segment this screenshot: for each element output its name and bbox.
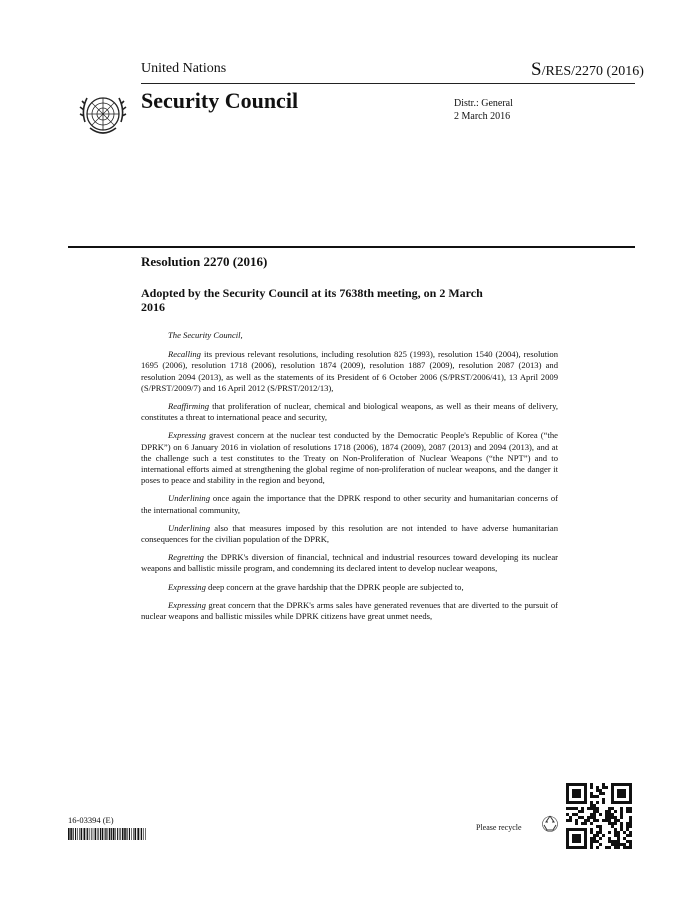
preamble-paragraph [141, 600, 558, 622]
paragraph-lead: Underlining [168, 522, 211, 533]
preamble-paragraph [141, 552, 558, 574]
council-name: Security Council [141, 88, 299, 113]
organization-name: United Nations [141, 61, 227, 76]
paragraph-text: the DPRK's diversion of financial, technical and industrial resources toward developing its nuclear weapons and ballistic missile program, and condemning its declared intent to develop nuclear weapons, [141, 552, 558, 574]
preamble-paragraph [141, 430, 558, 486]
document-number: 16-03394 (E) [68, 815, 114, 825]
recycle-label: Please recycle [476, 823, 522, 832]
symbol-rest: /RES/2270 (2016) [541, 64, 644, 79]
resolution-title: Resolution 2270 (2016) [141, 254, 268, 269]
paragraph-lead: Expressing [168, 581, 206, 592]
preamble-paragraph [141, 523, 558, 545]
recycle-icon [540, 813, 560, 833]
paragraph-text: its previous relevant resolutions, including resolution 825 (1993), resolution 1540 (2004), resolution 1695 (2006), resolution 1718 (2006), resolution 1874 (2009), resolution 1887 (2009), resolution 2087 (2013) and resolution 2094 (2013), as well as the statements of its President of 6 October 2006 (S/PRST/2006/41), 13 April 2009 (S/PRST/2009/7) and 16 April 2012 (S/PRST/2012/13), [141, 349, 558, 393]
resolution-body [141, 330, 558, 629]
issue-date: 2 March 2016 [454, 111, 511, 122]
preamble-paragraph [141, 349, 558, 394]
paragraph-text: that proliferation of nuclear, chemical and biological weapons, as well as their means of delivery, constitutes a threat to international peace and security, [141, 401, 558, 423]
paragraph-lead: Underlining [168, 493, 211, 504]
paragraph-lead: Expressing [168, 430, 206, 441]
un-emblem-icon [76, 88, 130, 142]
distribution: Distr.: General [454, 98, 513, 109]
symbol-prefix: S [531, 59, 542, 80]
barcode-icon [68, 828, 146, 840]
paragraph-lead: Expressing [168, 599, 206, 610]
paragraph-text: gravest concern at the nuclear test conducted by the Democratic People's Republic of Korea (“the DPRK”) on 6 January 2016 in violation of resolutions 1718 (2006), 1874 (2009), 2087 (2013) and 2094 (2013), and at the challenge such a test constitutes to the Treaty on Non-Proliferation of Nuclear Weapons (“the NPT”) and to international efforts aimed at strengthening the global regime of non-proliferation of nuclear weapons, and the danger it poses to peace and stability in the region and beyond, [141, 430, 558, 486]
distribution-block [454, 97, 513, 123]
paragraph-lead: Reaffirming [168, 401, 210, 412]
opening-text: The Security Council, [168, 330, 243, 340]
title-divider [68, 246, 635, 248]
opening-line [141, 330, 558, 341]
paragraph-lead: Recalling [168, 349, 201, 360]
qr-code-icon [566, 783, 632, 849]
paragraph-text: also that measures imposed by this resolution are not intended to have adverse humanitarian consequences for the civilian population of the DPRK, [141, 522, 558, 545]
paragraph-text: great concern that the DPRK's arms sales have generated revenues that are diverted to the pursuit of nuclear weapons and ballistic missiles while DPRK citizens have great unmet needs, [141, 599, 558, 622]
preamble-paragraph [141, 582, 558, 593]
preamble-paragraph [141, 401, 558, 423]
paragraph-lead: Regretting [168, 552, 204, 563]
document-symbol [531, 59, 644, 81]
paragraph-text: once again the importance that the DPRK respond to other security and humanitarian concerns of the international community, [141, 493, 558, 515]
header-divider [141, 83, 635, 84]
paragraph-text: deep concern at the grave hardship that the DPRK people are subjected to, [205, 581, 464, 592]
adoption-statement: Adopted by the Security Council at its 7638th meeting, on 2 March 2016 [141, 286, 483, 314]
preamble-paragraph [141, 493, 558, 515]
